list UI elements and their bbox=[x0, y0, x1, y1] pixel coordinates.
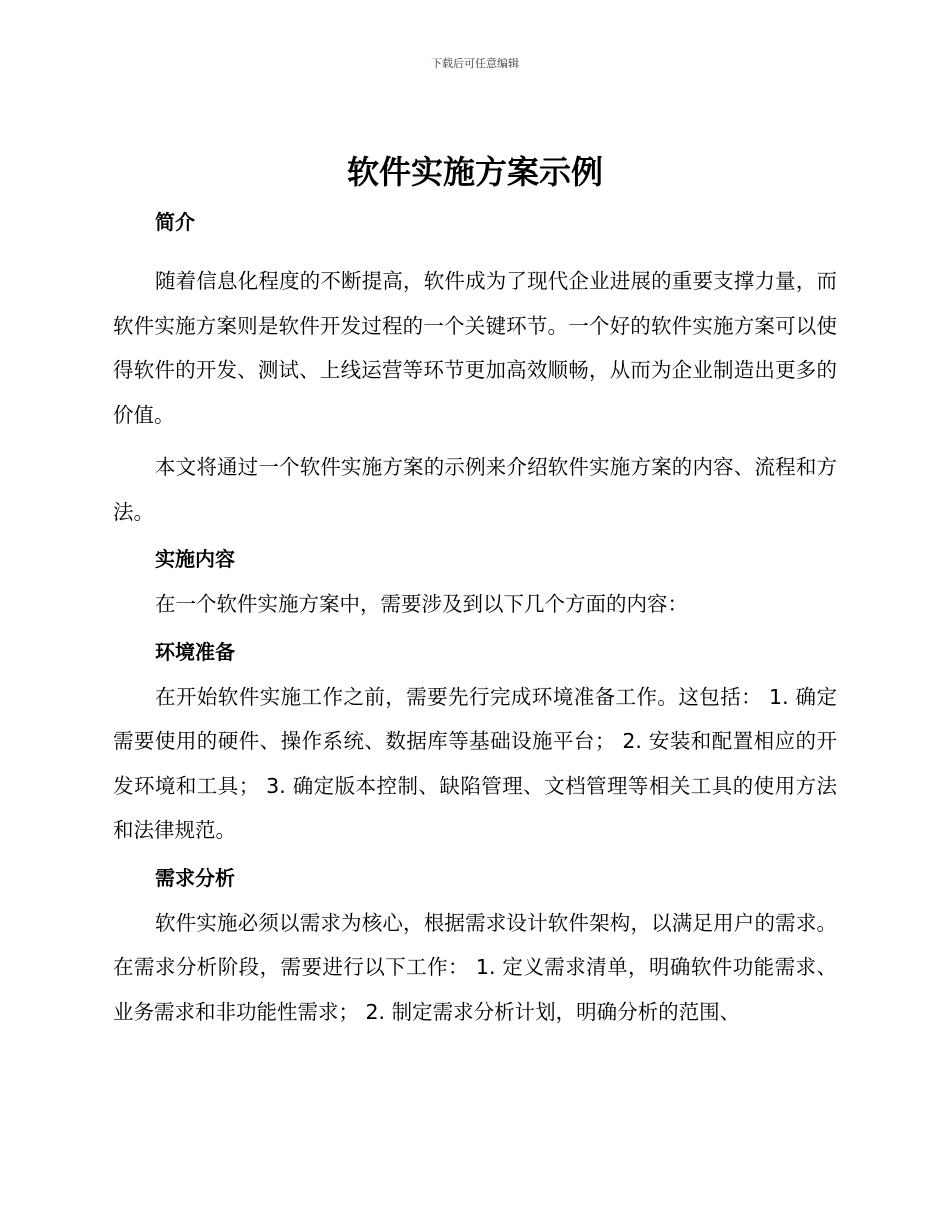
paragraph-requirements-1: 软件实施必须以需求为核心，根据需求设计软件架构，以满足用户的需求。在需求分析阶段，需要进行以下工作： 1. 定义需求清单，明确软件功能需求、业务需求和非功能性需求； 2. 制定需求分析计划，明确分析的范围、 bbox=[113, 910, 837, 1024]
paragraph-content-1: 在一个软件实施方案中，需要涉及到以下几个方面的内容： bbox=[155, 592, 688, 616]
section-heading-intro: 简介 bbox=[155, 210, 195, 234]
header-note: 下载后可任意编辑 bbox=[431, 57, 519, 70]
section-heading-requirements: 需求分析 bbox=[155, 865, 235, 890]
document-body bbox=[113, 205, 837, 1034]
section-heading-environment: 环境准备 bbox=[155, 639, 235, 664]
document-title: 软件实施方案示例 bbox=[346, 153, 603, 191]
paragraph-intro-2: 本文将通过一个软件实施方案的示例来介绍软件实施方案的内容、流程和方法。 bbox=[113, 455, 837, 524]
paragraph-environment-1: 在开始软件实施工作之前，需要先行完成环境准备工作。这包括： 1. 确定需要使用的硬件、操作系统、数据库等基础设施平台； 2. 安装和配置相应的开发环境和工具； 3. 确定版本控制、缺陷管理、文档管理等相关工具的使用方法和法律规范。 bbox=[113, 684, 837, 842]
section-heading-content: 实施内容 bbox=[155, 547, 235, 571]
paragraph-intro-1: 随着信息化程度的不断提高，软件成为了现代企业进展的重要支撑力量，而软件实施方案则是软件开发过程的一个关键环节。一个好的软件实施方案可以使得软件的开发、测试、上线运营等环节更加高效顺畅，从而为企业制造出更多的价值。 bbox=[113, 269, 837, 427]
